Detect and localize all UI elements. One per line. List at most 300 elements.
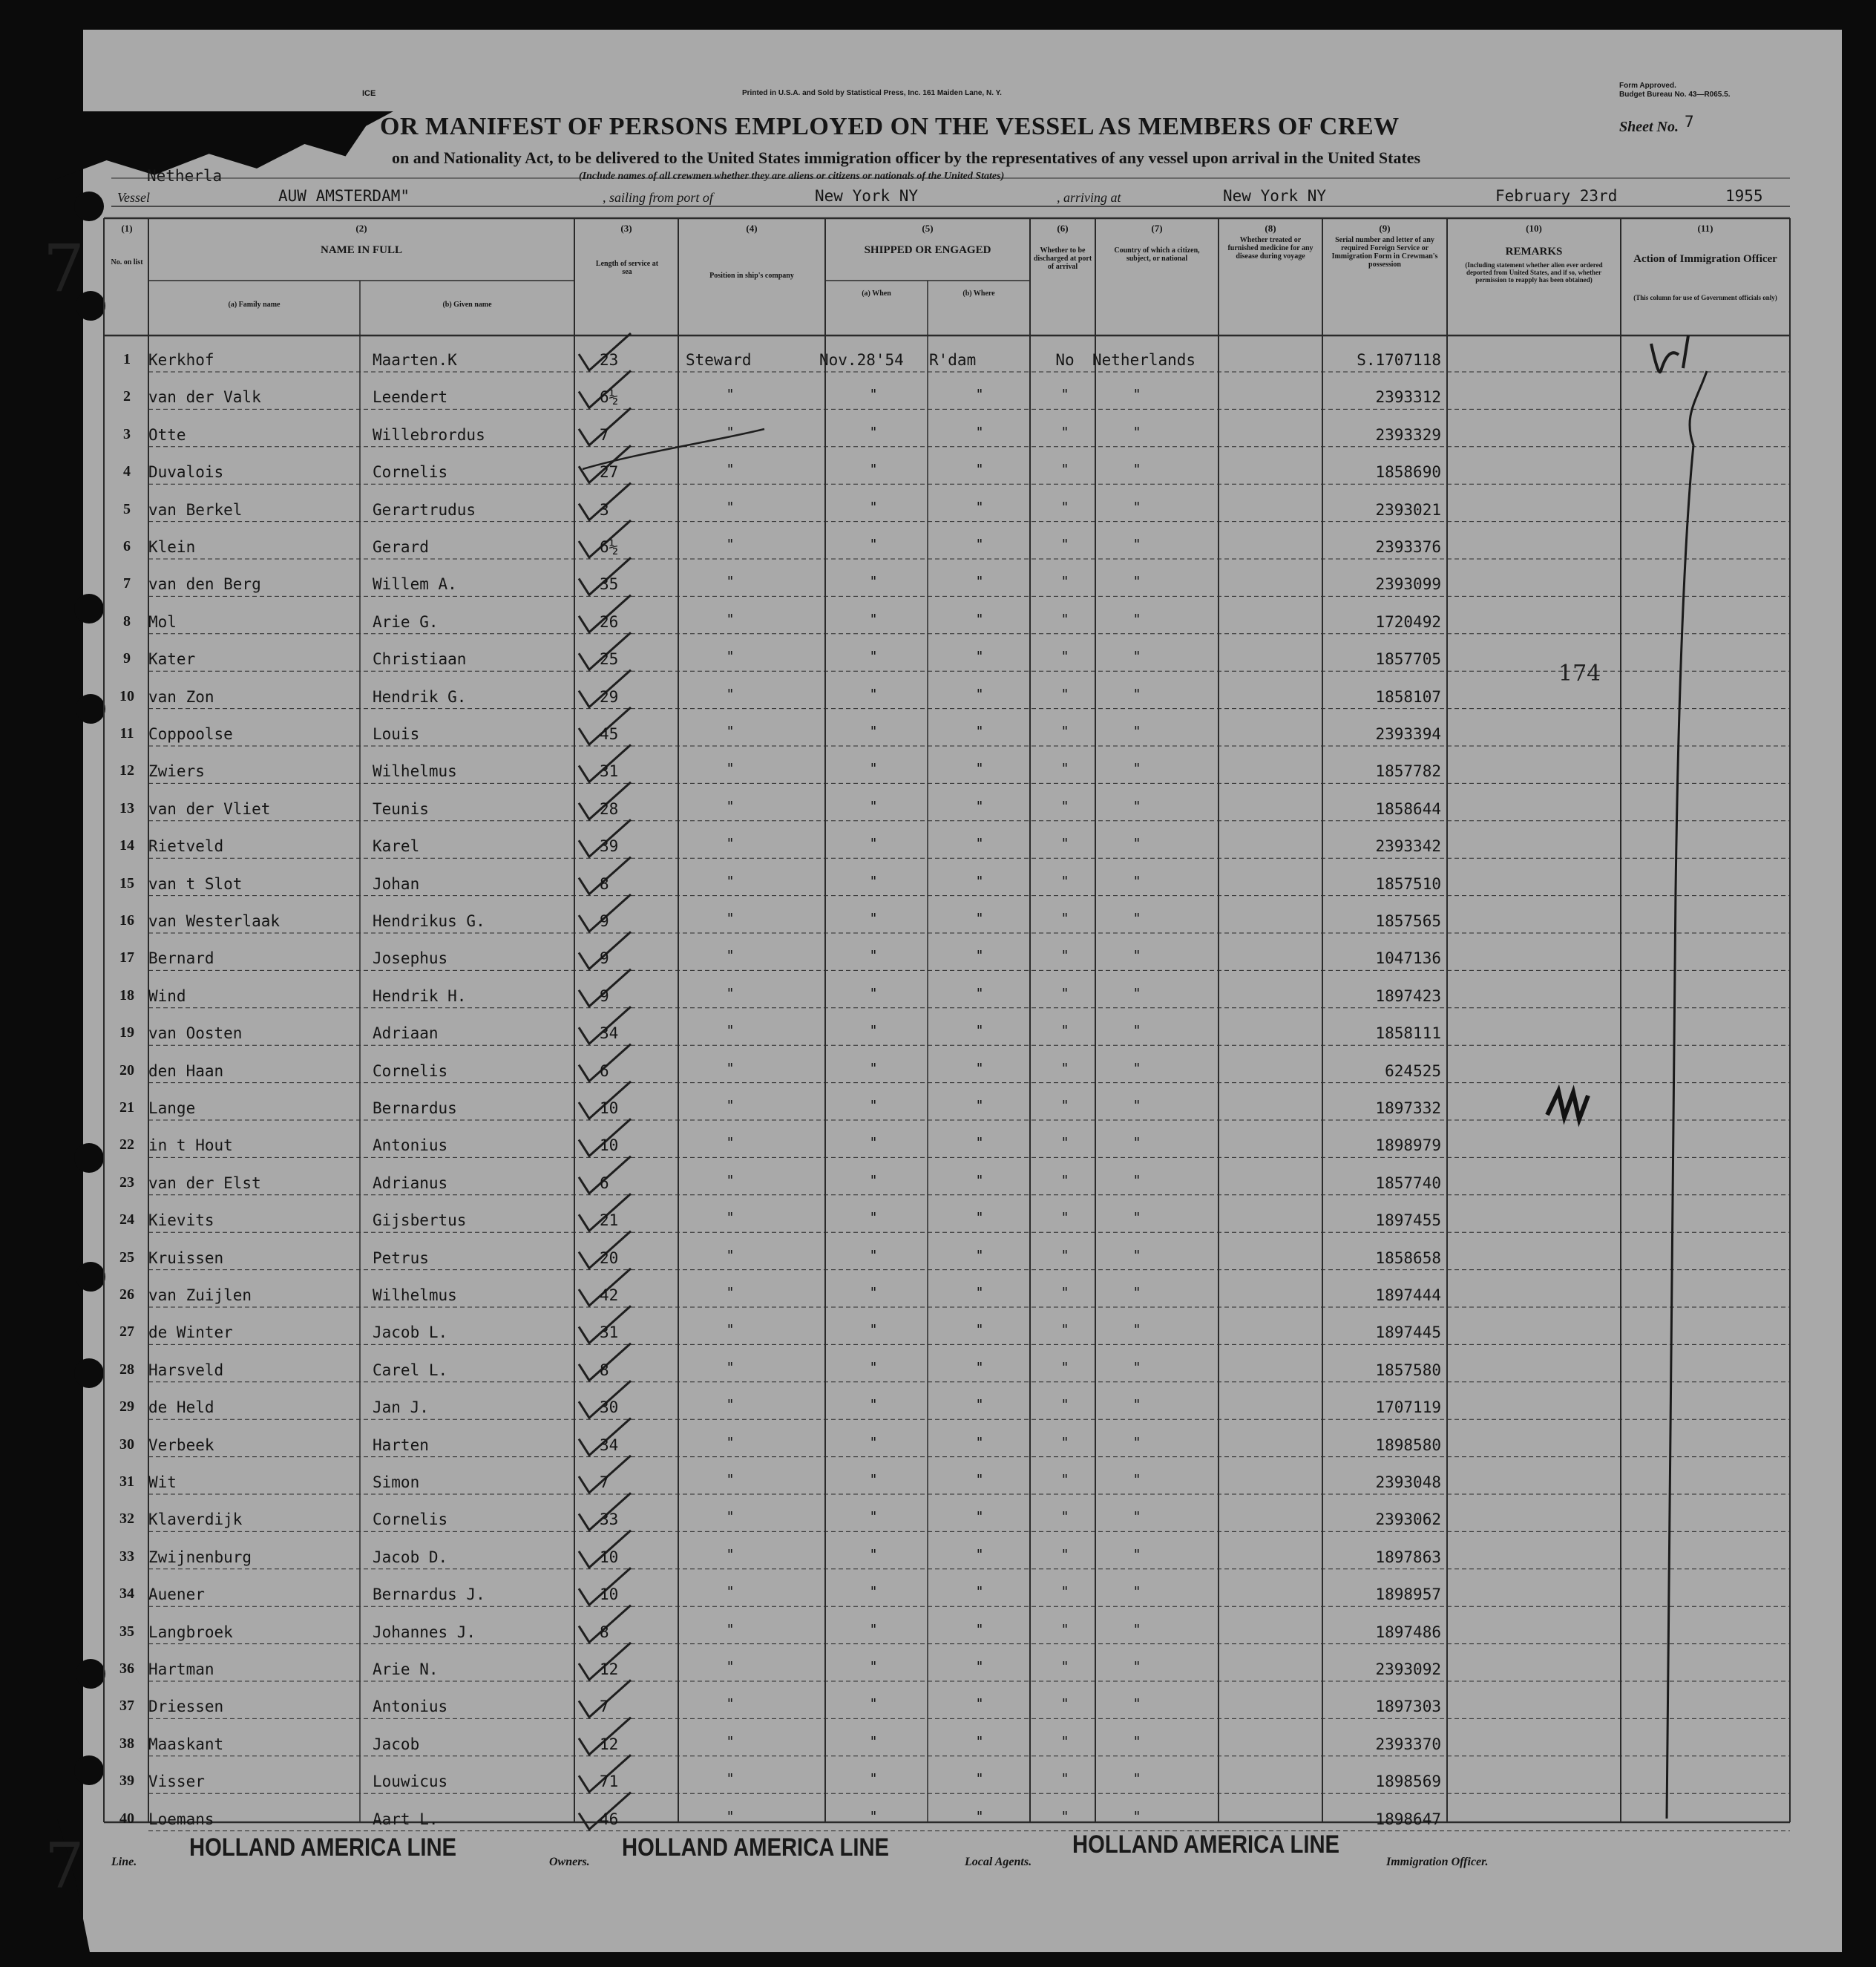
cell-service: 9 xyxy=(600,986,609,1005)
footer-line-label: Line. xyxy=(111,1856,137,1868)
cell-given: Jacob xyxy=(373,1735,420,1753)
ditto-mark: " xyxy=(726,1696,735,1712)
cell-given: Antonius xyxy=(373,1698,448,1716)
footer-line-value: HOLLAND AMERICA LINE xyxy=(189,1833,457,1862)
ditto-mark: " xyxy=(1132,1023,1141,1039)
cell-serial: 1707119 xyxy=(1375,1398,1441,1417)
ditto-mark: " xyxy=(1060,574,1069,590)
cell-serial: 2393092 xyxy=(1375,1660,1441,1678)
col10-note: (Including statement whether alien ever ordered deported from United States, and if so, whether permission to reapply has been obtained) xyxy=(1465,261,1603,284)
cell-given: Karel xyxy=(373,837,420,856)
cell-family: Maaskant xyxy=(148,1735,224,1753)
ditto-mark: " xyxy=(726,387,735,403)
ditto-mark: " xyxy=(1132,424,1141,440)
ditto-mark: " xyxy=(726,911,735,926)
col3-number: (3) xyxy=(620,223,632,234)
ditto-mark: " xyxy=(1060,1621,1069,1637)
cell-discharged: No xyxy=(1055,351,1075,369)
cell-serial: 1897303 xyxy=(1375,1698,1441,1716)
footer-agents-label: Local Agents. xyxy=(965,1856,1032,1868)
cell-family: Verbeek xyxy=(148,1436,214,1454)
manifest-subtitle: on and Nationality Act, to be delivered to the United States immigration officer by the representatives of any vessel upon arrival in the United States xyxy=(392,148,1421,167)
ditto-mark: " xyxy=(726,1509,735,1525)
cell-family: Auener xyxy=(148,1585,205,1604)
ditto-mark: " xyxy=(869,948,878,964)
cell-service: 27 xyxy=(600,463,619,482)
ditto-mark: " xyxy=(726,649,735,665)
ditto-mark: " xyxy=(726,1210,735,1226)
cell-no: 14 xyxy=(119,837,134,854)
ditto-mark: " xyxy=(726,1098,735,1113)
ditto-mark: " xyxy=(1060,1359,1069,1375)
ditto-mark: " xyxy=(1060,1023,1069,1039)
ditto-mark: " xyxy=(1060,1434,1069,1450)
cell-serial: 1898647 xyxy=(1375,1810,1441,1828)
ditto-mark: " xyxy=(1060,462,1069,478)
ditto-mark: " xyxy=(726,537,735,552)
ditto-mark: " xyxy=(1132,1808,1141,1824)
cell-serial: 2393342 xyxy=(1375,837,1441,856)
ditto-mark: " xyxy=(975,1696,984,1712)
cell-serial: 1858111 xyxy=(1375,1024,1441,1043)
ditto-mark: " xyxy=(975,1098,984,1113)
ditto-mark: " xyxy=(975,462,984,478)
cell-family: van Westerlaak xyxy=(148,912,281,930)
col9-header: Serial number and letter of any required Foreign Service or Immigration Form in Crewman's possession xyxy=(1331,236,1438,269)
ditto-mark: " xyxy=(975,1397,984,1413)
budget-bureau: Budget Bureau No. 43—R065.5. xyxy=(1619,91,1731,99)
ditto-mark: " xyxy=(1060,387,1069,403)
ditto-mark: " xyxy=(726,1584,735,1600)
ditto-mark: " xyxy=(1132,1621,1141,1637)
cell-no: 2 xyxy=(123,388,131,405)
vessel-name: AUW AMSTERDAM" xyxy=(278,187,410,205)
ditto-mark: " xyxy=(975,1247,984,1263)
cell-serial: 1898580 xyxy=(1375,1436,1441,1454)
ditto-mark: " xyxy=(1132,798,1141,814)
cell-given: Bernardus xyxy=(373,1099,457,1117)
cell-service: 8 xyxy=(600,1361,609,1379)
ditto-mark: " xyxy=(869,1172,878,1188)
cell-family: Hartman xyxy=(148,1660,214,1678)
cell-serial: 2393370 xyxy=(1375,1735,1441,1753)
ditto-mark: " xyxy=(1060,1210,1069,1226)
footer-agents-value: HOLLAND AMERICA LINE xyxy=(1072,1830,1340,1859)
ditto-mark: " xyxy=(726,873,735,889)
ditto-mark: " xyxy=(975,1621,984,1637)
cell-service: 31 xyxy=(600,762,619,781)
cell-family: de Held xyxy=(148,1398,214,1417)
ditto-mark: " xyxy=(869,424,878,440)
cell-family: Kruissen xyxy=(148,1248,224,1267)
ditto-mark: " xyxy=(869,1659,878,1675)
ditto-mark: " xyxy=(869,798,878,814)
ditto-mark: " xyxy=(975,1509,984,1525)
ditto-mark: " xyxy=(975,1771,984,1787)
ditto-mark: " xyxy=(1132,1733,1141,1750)
cell-no: 4 xyxy=(123,463,131,480)
cell-serial: 1857580 xyxy=(1375,1361,1441,1379)
ditto-mark: " xyxy=(726,1023,735,1039)
col11-note: (This column for use of Government officials only) xyxy=(1633,294,1777,301)
ditto-mark: " xyxy=(1132,499,1141,515)
cell-family: van Oosten xyxy=(148,1024,243,1043)
cell-family: Kater xyxy=(148,650,196,669)
cell-service: 10 xyxy=(600,1548,619,1566)
flag-fragment: Netherla xyxy=(147,167,223,185)
ditto-mark: " xyxy=(1132,537,1141,552)
cell-serial: 1858690 xyxy=(1375,463,1441,482)
ditto-mark: " xyxy=(726,1247,735,1263)
cell-family: van Zuijlen xyxy=(148,1286,252,1304)
ditto-mark: " xyxy=(975,1060,984,1076)
ditto-mark: " xyxy=(1132,649,1141,665)
ditto-mark: " xyxy=(1132,1172,1141,1188)
cell-no: 36 xyxy=(119,1660,134,1677)
ditto-mark: " xyxy=(1060,1397,1069,1413)
cell-serial: 1897455 xyxy=(1375,1211,1441,1230)
ditto-mark: " xyxy=(869,1023,878,1039)
ditto-mark: " xyxy=(1132,611,1141,627)
cell-no: 28 xyxy=(119,1361,134,1378)
cell-no: 11 xyxy=(119,725,134,742)
col2a-header: (a) Family name xyxy=(228,301,281,309)
col8-number: (8) xyxy=(1265,223,1276,234)
cell-service: 10 xyxy=(600,1099,619,1117)
ditto-mark: " xyxy=(975,1546,984,1562)
cell-family: Bernard xyxy=(148,949,214,968)
cell-serial: 1897423 xyxy=(1375,986,1441,1005)
ditto-mark: " xyxy=(975,1659,984,1675)
ditto-mark: " xyxy=(1060,761,1069,777)
cell-family: van den Berg xyxy=(148,575,261,594)
cell-service: 21 xyxy=(600,1211,619,1230)
ditto-mark: " xyxy=(726,1135,735,1151)
ditto-mark: " xyxy=(975,1584,984,1600)
cell-serial: 1898957 xyxy=(1375,1585,1441,1604)
cell-service: 7 xyxy=(600,1473,609,1491)
ditto-mark: " xyxy=(975,611,984,627)
ditto-mark: " xyxy=(869,1771,878,1787)
ditto-mark: " xyxy=(1060,1808,1069,1824)
col5b-header: (b) Where xyxy=(962,289,995,298)
ditto-mark: " xyxy=(1132,1098,1141,1113)
ditto-mark: " xyxy=(975,1023,984,1039)
ditto-mark: " xyxy=(975,1285,984,1300)
ditto-mark: " xyxy=(869,1733,878,1750)
col2-number: (2) xyxy=(355,223,367,234)
ditto-mark: " xyxy=(1132,1359,1141,1375)
cell-no: 26 xyxy=(119,1286,134,1303)
ditto-mark: " xyxy=(975,1172,984,1188)
ditto-mark: " xyxy=(975,574,984,590)
ditto-mark: " xyxy=(1060,798,1069,814)
ditto-mark: " xyxy=(869,1696,878,1712)
ditto-mark: " xyxy=(869,1434,878,1450)
ditto-mark: " xyxy=(975,798,984,814)
col6-header: Whether to be discharged at port of arrival xyxy=(1033,246,1092,271)
ditto-mark: " xyxy=(869,1135,878,1151)
ditto-mark: " xyxy=(1132,724,1141,739)
cell-service: 26 xyxy=(600,612,619,631)
ditto-mark: " xyxy=(1132,686,1141,702)
cell-service: 10 xyxy=(600,1585,619,1604)
cell-given: Gerartrudus xyxy=(373,500,476,519)
ditto-mark: " xyxy=(1132,985,1141,1001)
ditto-mark: " xyxy=(975,724,984,739)
ditto-mark: " xyxy=(726,836,735,852)
cell-country: Netherlands xyxy=(1092,351,1196,369)
cell-given: Jacob L. xyxy=(373,1323,448,1342)
sailing-port: New York NY xyxy=(815,187,919,205)
ditto-mark: " xyxy=(869,1621,878,1637)
cell-given: Johannes J. xyxy=(373,1623,476,1641)
ditto-mark: " xyxy=(1132,1472,1141,1487)
cell-service: 29 xyxy=(600,687,619,706)
cell-service: 10 xyxy=(600,1136,619,1155)
cell-serial: 1898569 xyxy=(1375,1773,1441,1791)
ditto-mark: " xyxy=(975,1322,984,1338)
service-fragment: ICE xyxy=(362,89,376,98)
col4-header: Position in ship's company xyxy=(709,272,794,280)
cell-family: van der Vliet xyxy=(148,799,271,818)
cell-family: van t Slot xyxy=(148,874,243,893)
footer-owners-label: Owners. xyxy=(549,1856,590,1868)
ditto-mark: " xyxy=(726,1808,735,1824)
manifest-subtitle-note: (Include names of all crewmen whether they are aliens or citizens or nationals of the United States) xyxy=(579,171,1005,182)
ditto-mark: " xyxy=(975,387,984,403)
cell-no: 1 xyxy=(123,351,131,367)
col11-number: (11) xyxy=(1697,223,1713,234)
ditto-mark: " xyxy=(869,873,878,889)
ditto-mark: " xyxy=(1132,1546,1141,1562)
cell-given: Hendrik G. xyxy=(373,687,467,706)
ditto-mark: " xyxy=(726,1659,735,1675)
ditto-mark: " xyxy=(975,499,984,515)
cell-given: Arie G. xyxy=(373,612,439,631)
cell-serial: 1897444 xyxy=(1375,1286,1441,1304)
ditto-mark: " xyxy=(975,1472,984,1487)
ditto-mark: " xyxy=(975,761,984,777)
cell-given: Bernardus J. xyxy=(373,1585,485,1604)
ditto-mark: " xyxy=(1060,611,1069,627)
ditto-mark: " xyxy=(1060,1098,1069,1113)
cell-service: 34 xyxy=(600,1436,619,1454)
cell-no: 5 xyxy=(123,500,131,517)
ditto-mark: " xyxy=(1060,1172,1069,1188)
cell-given: Hendrik H. xyxy=(373,986,467,1005)
ditto-mark: " xyxy=(869,985,878,1001)
ditto-mark: " xyxy=(869,1472,878,1487)
cell-given: Aart L. xyxy=(373,1810,439,1828)
cell-given: Wilhelmus xyxy=(373,762,457,781)
cell-given: Cornelis xyxy=(373,1061,448,1080)
remarks-note: 174 xyxy=(1558,661,1601,687)
cell-service: 9 xyxy=(600,912,609,930)
cell-serial: 1047136 xyxy=(1375,949,1441,968)
footer-officer-label: Immigration Officer. xyxy=(1386,1856,1489,1868)
cell-no: 13 xyxy=(119,799,134,816)
ditto-mark: " xyxy=(1060,1135,1069,1151)
cell-family: Visser xyxy=(148,1773,205,1791)
cell-service: 25 xyxy=(600,650,619,669)
cell-service: 23 xyxy=(600,351,619,369)
ditto-mark: " xyxy=(726,1397,735,1413)
ditto-mark: " xyxy=(869,611,878,627)
cell-service: 8 xyxy=(600,1623,609,1641)
ditto-mark: " xyxy=(726,1771,735,1787)
ditto-mark: " xyxy=(1060,948,1069,964)
ditto-mark: " xyxy=(726,462,735,478)
cell-given: Cornelis xyxy=(373,463,448,482)
ditto-mark: " xyxy=(1132,1135,1141,1151)
cell-given: Adriaan xyxy=(373,1024,439,1043)
ditto-mark: " xyxy=(1132,911,1141,926)
cell-no: 34 xyxy=(119,1585,134,1603)
ditto-mark: " xyxy=(869,686,878,702)
ditto-mark: " xyxy=(975,985,984,1001)
ditto-mark: " xyxy=(1132,761,1141,777)
ditto-mark: " xyxy=(1060,537,1069,552)
col5-header: SHIPPED OR ENGAGED xyxy=(864,244,991,256)
ditto-mark: " xyxy=(869,499,878,515)
ditto-mark: " xyxy=(1060,836,1069,852)
cell-serial: 1858658 xyxy=(1375,1248,1441,1267)
ditto-mark: " xyxy=(726,424,735,440)
cell-serial: 2393329 xyxy=(1375,425,1441,444)
cell-given: Wilhelmus xyxy=(373,1286,457,1304)
ditto-mark: " xyxy=(726,1322,735,1338)
col7-number: (7) xyxy=(1151,223,1163,234)
cell-family: Langbroek xyxy=(148,1623,233,1641)
ditto-mark: " xyxy=(1060,499,1069,515)
col4-number: (4) xyxy=(746,223,758,234)
ditto-mark: " xyxy=(1060,1472,1069,1487)
col5a-header: (a) When xyxy=(862,289,891,298)
col5-number: (5) xyxy=(922,223,934,234)
ditto-mark: " xyxy=(975,1359,984,1375)
cell-no: 9 xyxy=(123,650,131,667)
ditto-mark: " xyxy=(1060,1247,1069,1263)
ditto-mark: " xyxy=(726,574,735,590)
ditto-mark: " xyxy=(1060,649,1069,665)
ditto-mark: " xyxy=(1132,1285,1141,1300)
cell-no: 10 xyxy=(119,687,134,704)
ditto-mark: " xyxy=(869,1098,878,1113)
cell-given: Teunis xyxy=(373,799,429,818)
ditto-mark: " xyxy=(726,1060,735,1076)
cell-no: 7 xyxy=(123,575,131,592)
cell-service: 45 xyxy=(600,725,619,743)
cell-family: van der Valk xyxy=(148,388,261,407)
col11-header: Action of Immigration Officer xyxy=(1633,253,1777,265)
arrival-year: 1955 xyxy=(1725,187,1763,205)
cell-family: Mol xyxy=(148,612,177,631)
cell-no: 33 xyxy=(119,1548,134,1565)
ditto-mark: " xyxy=(975,948,984,964)
arriving-port: New York NY xyxy=(1223,187,1327,205)
cell-family: Rietveld xyxy=(148,837,224,856)
ditto-mark: " xyxy=(726,948,735,964)
ditto-mark: " xyxy=(1132,1060,1141,1076)
cell-no: 24 xyxy=(119,1211,134,1228)
cell-service: 6 xyxy=(600,1061,609,1080)
ditto-mark: " xyxy=(726,761,735,777)
cell-service: 3 xyxy=(600,500,609,519)
cell-family: Zwiers xyxy=(148,762,205,781)
cell-serial: 2393312 xyxy=(1375,388,1441,407)
ditto-mark: " xyxy=(869,1210,878,1226)
cell-given: Willebrordus xyxy=(373,425,485,444)
ditto-mark: " xyxy=(1060,724,1069,739)
cell-no: 18 xyxy=(119,986,134,1004)
ditto-mark: " xyxy=(1060,1509,1069,1525)
ditto-mark: " xyxy=(1060,911,1069,926)
ditto-mark: " xyxy=(975,649,984,665)
cell-service: 6 xyxy=(600,1174,609,1192)
ditto-mark: " xyxy=(975,537,984,552)
ditto-mark: " xyxy=(726,611,735,627)
ditto-mark: " xyxy=(1060,1546,1069,1562)
ditto-mark: " xyxy=(1060,1322,1069,1338)
cell-serial: 1897445 xyxy=(1375,1323,1441,1342)
ditto-mark: " xyxy=(869,1546,878,1562)
ditto-mark: " xyxy=(869,1285,878,1300)
ditto-mark: " xyxy=(726,1285,735,1300)
ditto-mark: " xyxy=(1132,1771,1141,1787)
cell-service: 28 xyxy=(600,799,619,818)
ditto-mark: " xyxy=(1132,1659,1141,1675)
cell-service: 30 xyxy=(600,1398,619,1417)
cell-given: Maarten.K xyxy=(373,351,457,369)
ditto-mark: " xyxy=(1060,985,1069,1001)
ditto-mark: " xyxy=(1060,1696,1069,1712)
cell-family: Duvalois xyxy=(148,463,224,482)
cell-serial: 1857705 xyxy=(1375,650,1441,669)
cell-given: Johan xyxy=(373,874,420,893)
cell-serial: 1720492 xyxy=(1375,612,1441,631)
vessel-label: Vessel xyxy=(117,190,150,205)
ditto-mark: " xyxy=(975,873,984,889)
ditto-mark: " xyxy=(1132,387,1141,403)
col9-number: (9) xyxy=(1379,223,1391,234)
cell-service: 6½ xyxy=(600,388,619,407)
cell-no: 19 xyxy=(119,1024,134,1041)
cell-given: Josephus xyxy=(373,949,448,968)
cell-service: 46 xyxy=(600,1810,619,1828)
ditto-mark: " xyxy=(869,1359,878,1375)
cell-family: Loemans xyxy=(148,1810,214,1828)
cell-serial: 1898979 xyxy=(1375,1136,1441,1155)
ditto-mark: " xyxy=(975,424,984,440)
cell-serial: 1857510 xyxy=(1375,874,1441,893)
cell-family: Kievits xyxy=(148,1211,214,1230)
ditto-mark: " xyxy=(1132,1247,1141,1263)
cell-service: 33 xyxy=(600,1511,619,1529)
ditto-mark: " xyxy=(869,387,878,403)
cell-family: Kerkhof xyxy=(148,351,214,369)
cell-no: 21 xyxy=(119,1099,134,1116)
cell-serial: 624525 xyxy=(1385,1061,1441,1080)
ditto-mark: " xyxy=(1132,1322,1141,1338)
ditto-mark: " xyxy=(726,798,735,814)
cell-family: van der Elst xyxy=(148,1174,261,1192)
cell-service: 7 xyxy=(600,425,609,444)
cell-given: Cornelis xyxy=(373,1511,448,1529)
ditto-mark: " xyxy=(1060,686,1069,702)
ditto-mark: " xyxy=(1132,873,1141,889)
ditto-mark: " xyxy=(975,1135,984,1151)
